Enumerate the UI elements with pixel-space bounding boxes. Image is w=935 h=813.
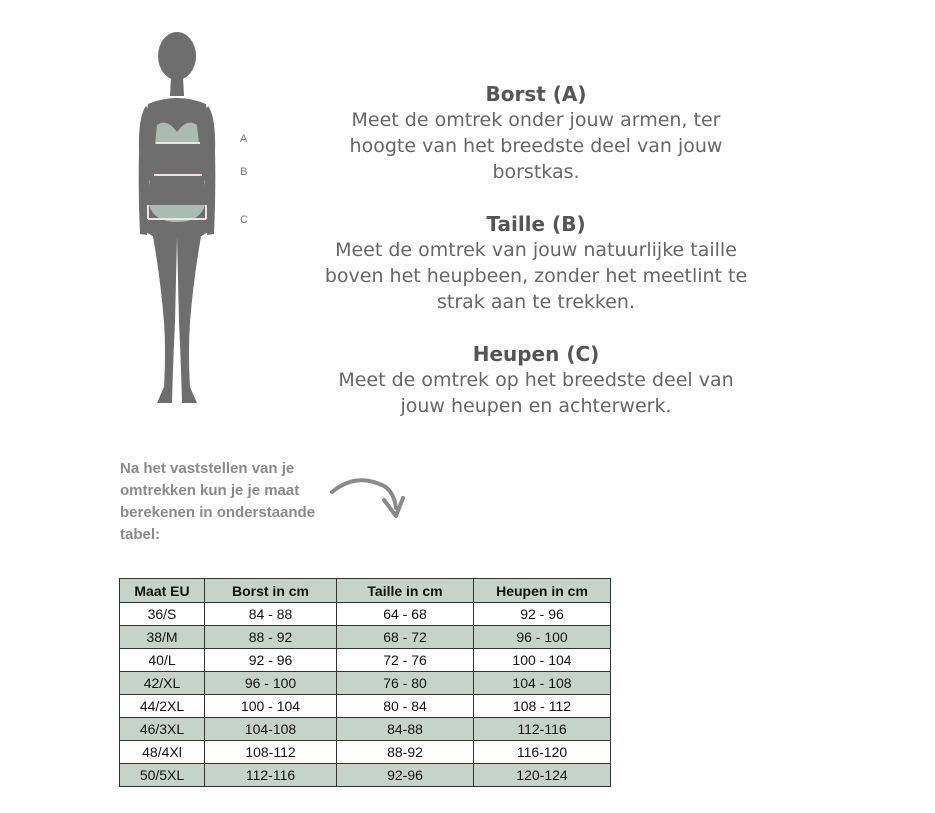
section-title: Borst (A) <box>485 82 587 106</box>
cell-maat: 40/L <box>120 649 205 672</box>
cell-borst: 96 - 100 <box>205 672 337 695</box>
section-line: Meet de omtrek op het breedste deel van <box>338 369 734 391</box>
section-borst <box>280 81 792 185</box>
note-line: Na het vaststellen van je <box>120 460 295 477</box>
cell-heupen: 112-116 <box>474 718 611 741</box>
curved-arrow-down-icon <box>326 470 406 525</box>
table-row <box>120 603 611 626</box>
cell-taille: 84-88 <box>337 718 474 741</box>
cell-heupen: 92 - 96 <box>474 603 611 626</box>
cell-maat: 36/S <box>120 603 205 626</box>
cell-heupen: 96 - 100 <box>474 626 611 649</box>
section-line: boven het heupbeen, zonder het meetlint te <box>324 265 748 287</box>
cell-maat: 48/4Xl <box>120 741 205 764</box>
section-line: hoogte van het breedste deel van jouw <box>349 135 723 157</box>
table-row <box>120 626 611 649</box>
header-heupen: Heupen in cm <box>474 579 611 603</box>
note-line: berekenen in onderstaande <box>120 504 316 521</box>
table-row <box>120 718 611 741</box>
marker-a: A <box>240 133 248 145</box>
cell-borst: 112-116 <box>205 764 337 787</box>
note-line: tabel: <box>120 526 161 543</box>
cell-heupen: 116-120 <box>474 741 611 764</box>
cell-heupen: 104 - 108 <box>474 672 611 695</box>
section-title: Taille (B) <box>486 212 586 236</box>
cell-borst: 104-108 <box>205 718 337 741</box>
table-row <box>120 764 611 787</box>
cell-taille: 92-96 <box>337 764 474 787</box>
section-line: borstkas. <box>492 161 580 183</box>
cell-taille: 68 - 72 <box>337 626 474 649</box>
section-line: Meet de omtrek van jouw natuurlijke taille <box>335 239 737 261</box>
cell-maat: 44/2XL <box>120 695 205 718</box>
cell-borst: 100 - 104 <box>205 695 337 718</box>
cell-borst: 88 - 92 <box>205 626 337 649</box>
table-row <box>120 695 611 718</box>
section-line: strak aan te trekken. <box>436 291 636 313</box>
table-row <box>120 672 611 695</box>
header-borst: Borst in cm <box>205 579 337 603</box>
table-row <box>120 741 611 764</box>
section-line: Meet de omtrek onder jouw armen, ter <box>351 109 721 131</box>
table-row <box>120 649 611 672</box>
cell-maat: 46/3XL <box>120 718 205 741</box>
marker-c: C <box>240 214 248 226</box>
cell-maat: 42/XL <box>120 672 205 695</box>
size-table-note <box>120 458 348 546</box>
section-line: jouw heupen en achterwerk. <box>400 395 672 417</box>
section-title: Heupen (C) <box>472 342 600 366</box>
cell-taille: 80 - 84 <box>337 695 474 718</box>
cell-heupen: 120-124 <box>474 764 611 787</box>
cell-taille: 64 - 68 <box>337 603 474 626</box>
cell-heupen: 100 - 104 <box>474 649 611 672</box>
section-taille <box>280 211 792 315</box>
cell-heupen: 108 - 112 <box>474 695 611 718</box>
header-maat: Maat EU <box>120 579 205 603</box>
cell-maat: 38/M <box>120 626 205 649</box>
note-line: omtrekken kun je je maat <box>120 482 300 499</box>
size-table <box>119 578 611 787</box>
header-taille: Taille in cm <box>337 579 474 603</box>
table-header-row <box>120 579 611 603</box>
cell-borst: 108-112 <box>205 741 337 764</box>
marker-b: B <box>240 166 248 178</box>
section-heupen <box>280 341 792 419</box>
cell-borst: 84 - 88 <box>205 603 337 626</box>
cell-taille: 76 - 80 <box>337 672 474 695</box>
cell-borst: 92 - 96 <box>205 649 337 672</box>
cell-maat: 50/5XL <box>120 764 205 787</box>
cell-taille: 72 - 76 <box>337 649 474 672</box>
cell-taille: 88-92 <box>337 741 474 764</box>
